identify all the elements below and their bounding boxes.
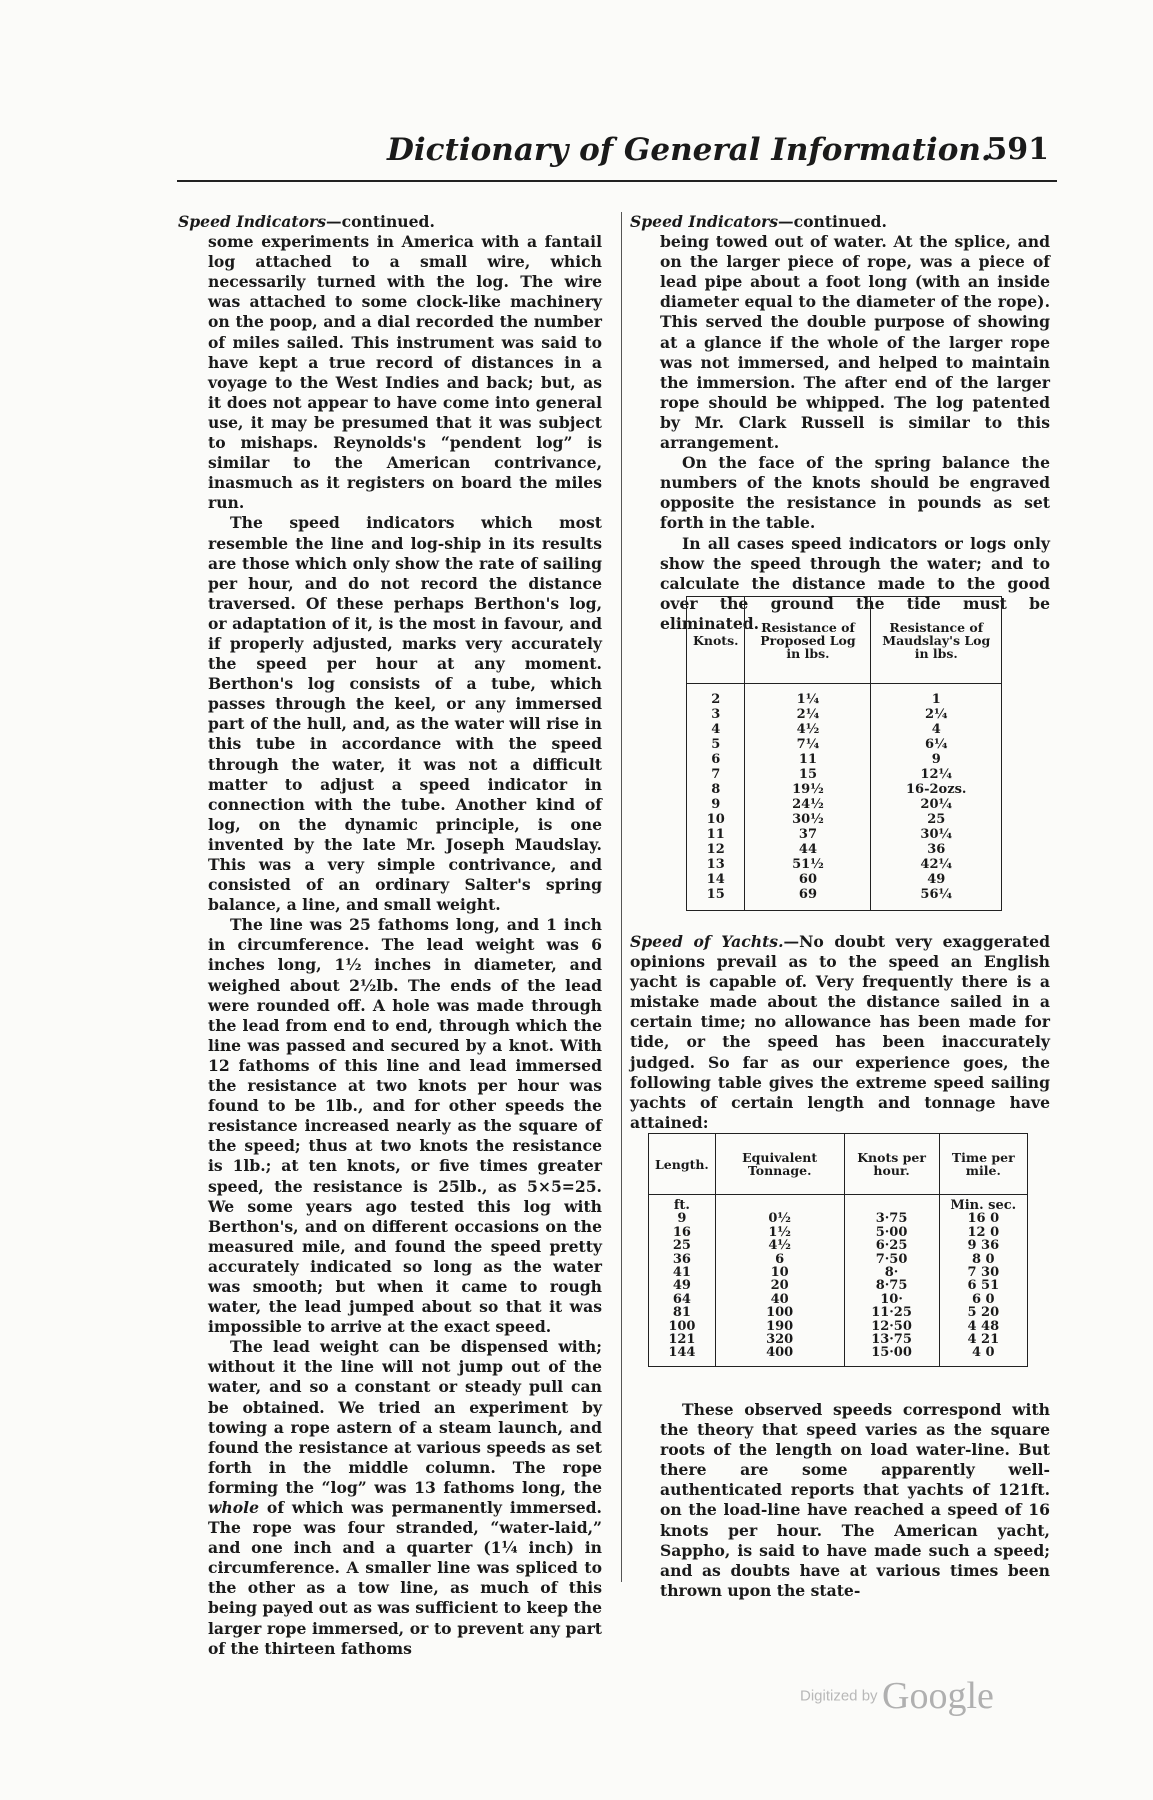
table-cell: 2¼ [745,707,871,722]
page-title: Dictionary of General Information. [387,132,992,168]
table-cell: 7·50 [844,1253,939,1266]
page-header [177,128,1057,178]
table-cell: 2¼ [871,707,1002,722]
section-heading: Speed Indicators—continued. [630,212,887,231]
left-column [178,212,602,1659]
table-row [687,782,1002,797]
table-cell: 7 30 [939,1266,1027,1279]
page-number: 591 [986,132,1049,167]
table-cell: 3·75 [844,1212,939,1225]
table-header: Resistance of Maudslay's Log in lbs. [871,597,1002,684]
table-row [649,1333,1028,1346]
table-row [687,857,1002,872]
table-cell: 14 [687,872,745,887]
table-cell: Min. sec. [939,1195,1027,1213]
right-column [630,212,1050,634]
table-cell [715,1195,844,1213]
table-cell: 5·00 [844,1226,939,1239]
table-cell: 44 [745,842,871,857]
table-row [687,887,1002,911]
table-cell: 8 [687,782,745,797]
table-cell: 15 [687,887,745,911]
header-rule [177,180,1057,182]
table-row [649,1239,1028,1252]
table-cell: 1½ [715,1226,844,1239]
table-cell: 24½ [745,797,871,812]
section-heading: Speed Indicators—continued. [178,212,435,231]
table-cell: 49 [871,872,1002,887]
table-cell: 6 [715,1253,844,1266]
table-cell: 60 [745,872,871,887]
table-cell: 36 [649,1253,716,1266]
table-cell: 4 48 [939,1320,1027,1333]
table-row [687,827,1002,842]
table-row [649,1346,1028,1366]
table-cell: ft. [649,1195,716,1213]
digitized-by-google-watermark: Digitized by Google [800,1675,994,1717]
table-cell: 190 [715,1320,844,1333]
table-cell: 5 20 [939,1306,1027,1319]
paragraph: In all cases speed indicators or logs only show the speed through the water; and to calculate the distance made to the good over the ground the tide must be eliminated. [660,533,1050,633]
table-row [649,1266,1028,1279]
table-cell: 4 21 [939,1333,1027,1346]
table-row [649,1212,1028,1225]
table-cell: 20 [715,1279,844,1292]
table-row [687,684,1002,708]
table-row [687,767,1002,782]
table-cell: 16 [649,1226,716,1239]
paragraph: The line was 25 fathoms long, and 1 inch in circumference. The lead weight was 6 inches long, 1½ inches in diameter, and weighed about 2½lb. The ends of the lead were rounded off. A hole was made through the lead from end to end, through which the line was passed and secured by a knot. With 12 fathoms of this line and lead immersed the resistance at two knots per hour was found to be 1lb., and for other speeds the resistance increased nearly as the square of the speed; thus at two knots the resistance is 1lb.; at ten knots, or five times greater speed, the resistance is 25lb., as 5×5=25. We some years ago tested this log with Berthon's, and on different occasions on the measured mile, and found the speed pretty accurately indicated so long as the water was smooth; but when it came to rough water, the lead jumped about so that it was impossible to arrive at the exact speed. [208,915,602,1337]
table-cell: 6¼ [871,737,1002,752]
table-cell: 56¼ [871,887,1002,911]
table-header: Equivalent Tonnage. [715,1134,844,1195]
table-cell: 11 [745,752,871,767]
table-cell: 0½ [715,1212,844,1225]
table-cell: 30¼ [871,827,1002,842]
paragraph: The speed indicators which most resemble the line and log-ship in its results are those which only show the rate of sailing per hour, and do not record the distance traversed. Of these perhaps Berthon's log, or adaptation of it, is the most in favour, and if properly adjusted, marks very accurately the speed per hour at any moment. Berthon's log consists of a tube, which passes through the keel, or any immersed part of the hull, and, as the water will rise in this tube in accordance with the speed through the water, it was not a difficult matter to adjust a speed indicator in connection with the tube. Another kind of log, on the dynamic principle, is one invented by the late Mr. Joseph Maudslay. This was a very simple contrivance, and consisted of an ordinary Salter's spring balance, a line, and small weight. [208,513,602,915]
table-cell: 49 [649,1279,716,1292]
table-cell: 11·25 [844,1306,939,1319]
table-header: Resistance of Proposed Log in lbs. [745,597,871,684]
table-cell: 69 [745,887,871,911]
table-cell: 4½ [715,1239,844,1252]
table-cell: 9 36 [939,1239,1027,1252]
table-cell: 320 [715,1333,844,1346]
table-row [687,797,1002,812]
table-cell: 25 [649,1239,716,1252]
table-cell: 10· [844,1293,939,1306]
table-cell: 144 [649,1346,716,1366]
table-cell: 16-2ozs. [871,782,1002,797]
table-row [649,1279,1028,1292]
paragraph: The lead weight can be dispensed with; without it the line will not jump out of the water, and so a constant or steady pull can be obtained. We tried an experiment by towing a rope astern of a steam launch, and found the resistance at various speeds as set forth in the middle column. The rope forming the “log” was 13 fathoms long, the whole of which was permanently immersed. The rope was four stranded, “water-laid,” and one inch and a quarter (1¼ inch) in circumference. A smaller line was spliced to the other as a tow line, as much of this being payed out as was sufficient to keep the larger rope immersed, or to prevent any part of the thirteen fathoms [208,1337,602,1658]
table-cell: 8·75 [844,1279,939,1292]
table-row [687,722,1002,737]
paragraph: being towed out of water. At the splice, and on the larger piece of rope, was a piece of lead pipe about a foot long (with an inside diameter equal to the diameter of the rope). This served the double purpose of showing at a glance if the whole of the larger rope was not immersed, and helped to maintain the immersion. The after end of the larger rope should be whipped. The log patented by Mr. Clark Russell is similar to this arrangement. [660,232,1050,453]
table-cell [844,1195,939,1213]
table-cell: 100 [649,1320,716,1333]
table-row [687,812,1002,827]
table-cell: 13 [687,857,745,872]
yachts-speed-table [648,1133,1028,1367]
table-row [649,1293,1028,1306]
closing-section [630,1400,1050,1601]
table-cell: 2 [687,684,745,708]
section-heading: Speed of Yachts. [630,932,784,951]
table-cell: 4 [871,722,1002,737]
table-cell: 4 [687,722,745,737]
table-cell: 9 [649,1212,716,1225]
table-row [687,737,1002,752]
table-row [687,707,1002,722]
table-cell: 13·75 [844,1333,939,1346]
table-cell: 7 [687,767,745,782]
table-header: Knots per hour. [844,1134,939,1195]
table-cell: 121 [649,1333,716,1346]
table-header: Knots. [687,597,745,684]
table-cell: 10 [687,812,745,827]
table-cell: 19½ [745,782,871,797]
paragraph: On the face of the spring balance the numbers of the knots should be engraved opposite the resistance in pounds as set forth in the table. [660,453,1050,533]
table-cell: 25 [871,812,1002,827]
table-row [687,752,1002,767]
table-cell: 42¼ [871,857,1002,872]
table-cell: 51½ [745,857,871,872]
table-cell: 20¼ [871,797,1002,812]
table-row [649,1226,1028,1239]
paragraph: These observed speeds correspond with the theory that speed varies as the square roots of the length on load water-line. But there are some apparently well-authenticated reports that yachts of 121ft. on the load-line have reached a speed of 16 knots per hour. The American yacht, Sappho, is said to have made such a speed; and as doubts have at various times been thrown upon the state- [660,1400,1050,1600]
table-header: Length. [649,1134,716,1195]
table-cell: 12 0 [939,1226,1027,1239]
table-header: Time per mile. [939,1134,1027,1195]
knots-resistance-table [686,596,1002,911]
table-cell: 11 [687,827,745,842]
table-cell: 10 [715,1266,844,1279]
table-cell: 15·00 [844,1346,939,1366]
table-cell: 40 [715,1293,844,1306]
table-cell: 8· [844,1266,939,1279]
table-cell: 64 [649,1293,716,1306]
table-cell: 41 [649,1266,716,1279]
table-cell: 4 0 [939,1346,1027,1366]
table-cell: 9 [687,797,745,812]
table-cell: 37 [745,827,871,842]
yachts-section [630,932,1050,1133]
table-cell: 8 0 [939,1253,1027,1266]
table-cell: 5 [687,737,745,752]
table-cell: 3 [687,707,745,722]
table-cell: 6 51 [939,1279,1027,1292]
table-row [649,1253,1028,1266]
table-cell: 30½ [745,812,871,827]
table-row [649,1306,1028,1319]
table-cell: 36 [871,842,1002,857]
table-row [687,842,1002,857]
table-cell: 16 0 [939,1212,1027,1225]
paragraph: Speed of Yachts.—No doubt very exaggerated opinions prevail as to the speed an English yacht is capable of. Very frequently there is a mistake made about the distance sailed in a certain time; no allowance has been made for tide, or the speed has been inaccurately judged. So far as our experience goes, the following table gives the extreme speed sailing yachts of certain length and tonnage have attained: [630,932,1050,1132]
table-cell: 6·25 [844,1239,939,1252]
table-cell: 12 [687,842,745,857]
table-cell: 6 0 [939,1293,1027,1306]
table-cell: 12·50 [844,1320,939,1333]
table-units-row [649,1195,1028,1213]
table-row [649,1320,1028,1333]
table-cell: 81 [649,1306,716,1319]
table-cell: 1 [871,684,1002,708]
table-cell: 1¼ [745,684,871,708]
table-cell: 400 [715,1346,844,1366]
table-cell: 6 [687,752,745,767]
table-row [687,872,1002,887]
table-cell: 100 [715,1306,844,1319]
table-cell: 15 [745,767,871,782]
paragraph: some experiments in America with a fantail log attached to a small wire, which necessarily turned with the log. The wire was attached to some clock-like machinery on the poop, and a dial recorded the number of miles sailed. This instrument was said to have kept a true record of distances in a voyage to the West Indies and back; but, as it does not appear to have come into general use, it may be presumed that it was subject to mishaps. Reynolds's “pendent log” is similar to the American contrivance, inasmuch as it registers on board the miles run. [208,232,602,513]
table-cell: 12¼ [871,767,1002,782]
table-cell: 9 [871,752,1002,767]
column-divider [621,212,622,1582]
table-cell: 4½ [745,722,871,737]
table-cell: 7¼ [745,737,871,752]
